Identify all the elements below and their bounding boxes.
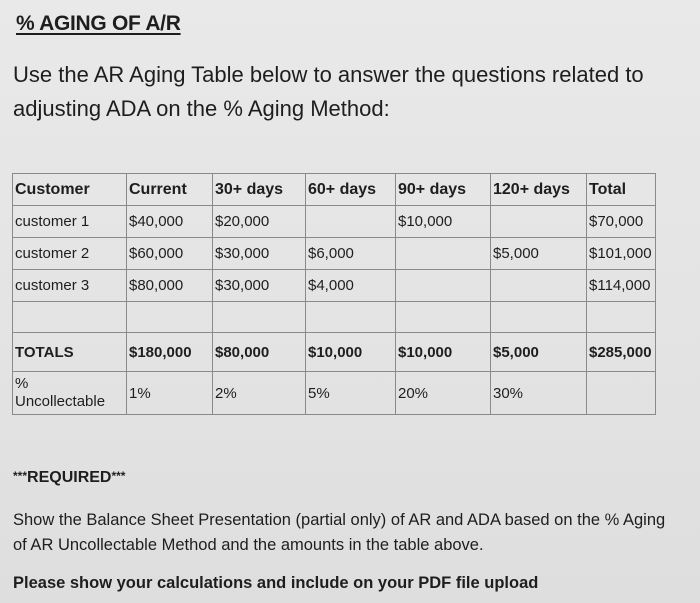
table-row	[13, 206, 656, 238]
header-cell: 90+ days	[396, 174, 491, 206]
table-cell: customer 3	[13, 270, 127, 302]
stars-left: ***	[13, 469, 28, 483]
table-cell: $20,000	[213, 206, 306, 238]
percent-cell: 5%	[306, 372, 396, 415]
header-cell: Total	[587, 174, 656, 206]
table-cell: $101,000	[587, 238, 656, 270]
intro-text: Use the AR Aging Table below to answer the questions related to adjusting ADA on the % Aging Method:	[13, 62, 644, 121]
percent-label-line: Uncollectable	[15, 393, 106, 410]
header-cell: 60+ days	[306, 174, 396, 206]
page-title: % AGING OF A/R	[16, 12, 181, 35]
table-cell: $5,000	[491, 238, 587, 270]
table-cell	[396, 270, 491, 302]
table-row	[13, 238, 656, 270]
table-cell: $30,000	[213, 238, 306, 270]
table-header-row	[13, 174, 656, 206]
header-cell: Customer	[13, 174, 127, 206]
stars-right: ***	[111, 469, 126, 483]
instruction-text: Please show your calculations and include on your PDF file upload	[13, 574, 539, 592]
totals-cell: $5,000	[491, 333, 587, 372]
percent-cell: 20%	[396, 372, 491, 415]
percent-cell: 2%	[213, 372, 306, 415]
percent-cell: 1%	[127, 372, 213, 415]
table-row	[13, 270, 656, 302]
totals-cell: $180,000	[127, 333, 213, 372]
table-cell: $60,000	[127, 238, 213, 270]
table-cell: $6,000	[306, 238, 396, 270]
header-cell: 30+ days	[213, 174, 306, 206]
header-cell: 120+ days	[491, 174, 587, 206]
percent-cell: 30%	[491, 372, 587, 415]
totals-cell: TOTALS	[13, 333, 127, 372]
percent-uncollectable-row	[13, 372, 656, 415]
percent-label-line: %	[15, 375, 29, 392]
totals-cell: $80,000	[213, 333, 306, 372]
totals-cell: $10,000	[396, 333, 491, 372]
totals-cell: $10,000	[306, 333, 396, 372]
percent-row-label	[13, 372, 127, 415]
table-cell: $4,000	[306, 270, 396, 302]
totals-row	[13, 333, 656, 372]
table-cell: $40,000	[127, 206, 213, 238]
required-label: REQUIRED	[27, 469, 112, 486]
table-cell	[491, 270, 587, 302]
table-cell	[396, 238, 491, 270]
table-cell: $80,000	[127, 270, 213, 302]
table-cell: $70,000	[587, 206, 656, 238]
table-cell: customer 1	[13, 206, 127, 238]
empty-row	[13, 302, 656, 333]
ar-aging-table	[12, 173, 656, 415]
required-heading	[13, 469, 125, 487]
table-cell	[306, 206, 396, 238]
table-cell: $114,000	[587, 270, 656, 302]
totals-cell: $285,000	[587, 333, 656, 372]
percent-cell	[587, 372, 656, 415]
table-cell	[491, 206, 587, 238]
header-cell: Current	[127, 174, 213, 206]
question-text: Show the Balance Sheet Presentation (partial only) of AR and ADA based on the % Aging of AR Uncollectable Method and the amounts in the table above.	[13, 511, 666, 554]
table-cell: $10,000	[396, 206, 491, 238]
table-cell: $30,000	[213, 270, 306, 302]
table-cell: customer 2	[13, 238, 127, 270]
